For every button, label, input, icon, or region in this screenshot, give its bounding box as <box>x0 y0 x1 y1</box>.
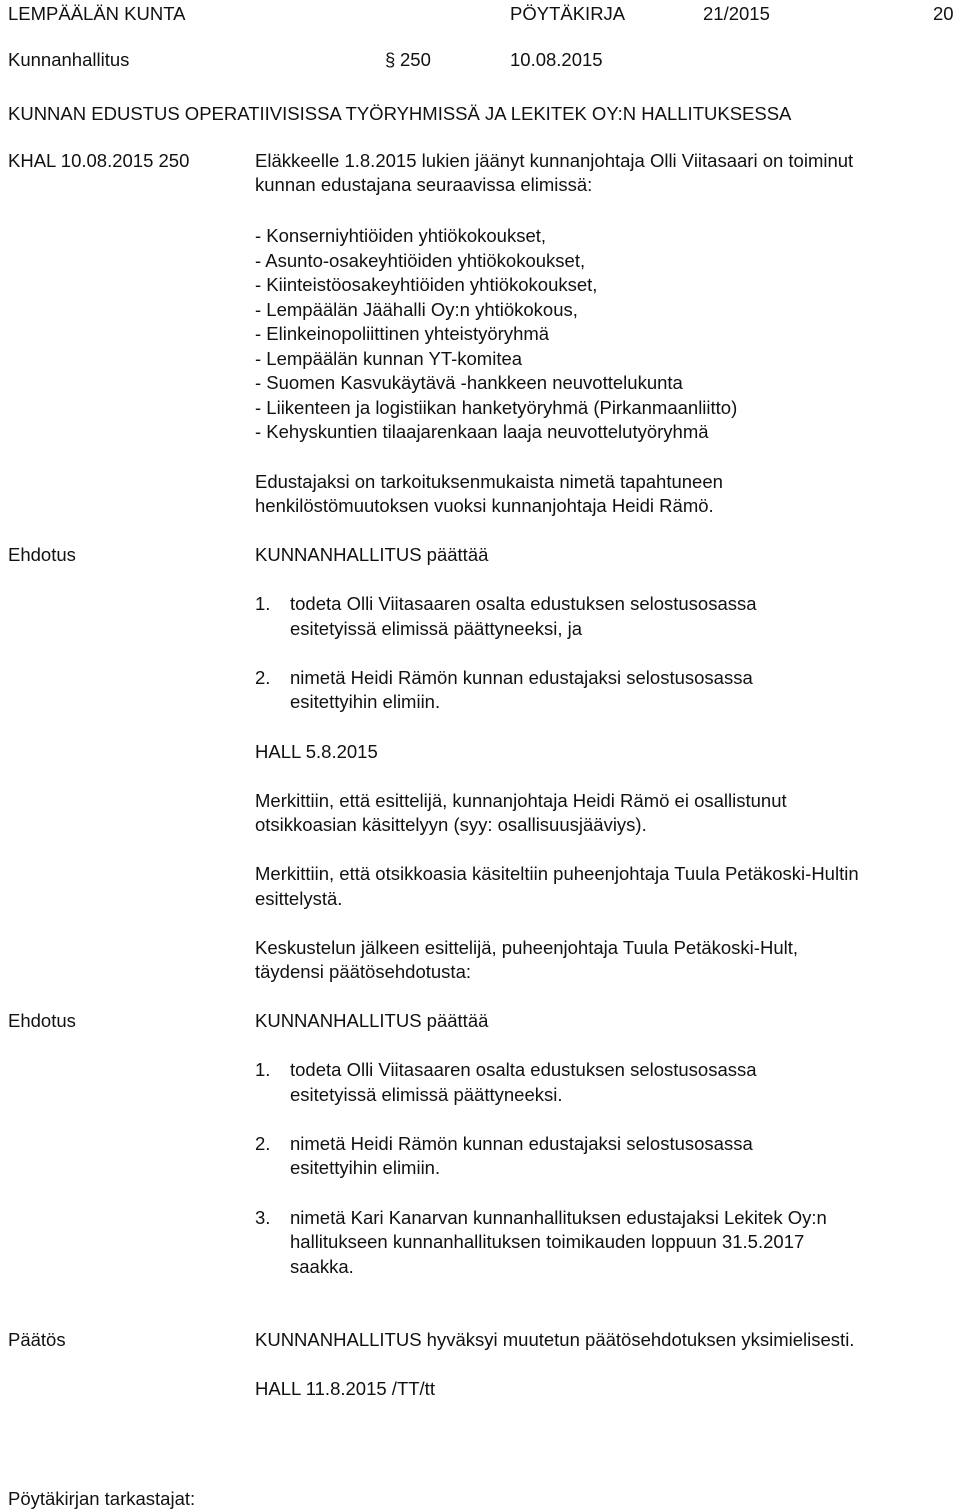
item-number: 1. <box>255 1059 271 1080</box>
note-line: täydensi päätösehdotusta: <box>255 961 471 982</box>
note-line: esittelystä. <box>255 888 343 909</box>
page-title: KUNNAN EDUSTUS OPERATIIVISISSA TYÖRYHMISSÄ JA LEKITEK OY:N HALLITUKSESSA <box>8 103 792 124</box>
document-type: PÖYTÄKIRJA <box>510 3 626 24</box>
rationale-line: Edustajaksi on tarkoituksenmukaista nimetä tapahtuneen <box>255 471 723 492</box>
item-number: 2. <box>255 1133 271 1154</box>
list-item: - Konserniyhtiöiden yhtiökokoukset, <box>255 225 547 246</box>
item-text: todeta Olli Viitasaaren osalta edustuksen selostusosassa <box>290 593 757 614</box>
decision-text: KUNNANHALLITUS hyväksyi muutetun päätösehdotuksen yksimielisesti. <box>255 1329 855 1350</box>
proposal-label: Ehdotus <box>8 1010 76 1031</box>
item-text: esitettyihin elimiin. <box>290 1157 441 1178</box>
proposal-label: Ehdotus <box>8 544 76 565</box>
meeting-reference-text: KHAL 10.08.2015 250 <box>8 150 190 171</box>
item-text: saakka. <box>290 1256 354 1277</box>
item-text: esitettyihin elimiin. <box>290 691 441 712</box>
governing-body: Kunnanhallitus <box>8 49 130 70</box>
item-text: nimetä Kari Kanarvan kunnanhallituksen edustajaksi Lekitek Oy:n <box>290 1207 827 1228</box>
list-item: - Asunto-osakeyhtiöiden yhtiökokoukset, <box>255 250 586 271</box>
document-number: 21/2015 <box>703 3 770 24</box>
list-item: - Suomen Kasvukäytävä -hankkeen neuvottelukunta <box>255 372 683 393</box>
municipality-name: LEMPÄÄLÄN KUNTA <box>8 3 186 24</box>
item-text: esitetyissä elimissä päättyneeksi. <box>290 1084 563 1105</box>
meeting-date: 10.08.2015 <box>510 49 603 70</box>
section-symbol: § <box>385 49 396 70</box>
item-number: 2. <box>255 667 271 688</box>
note-line: Merkittiin, että otsikkoasia käsiteltiin puheenjohtaja Tuula Petäkoski-Hultin <box>255 863 859 884</box>
list-item: - Lempäälän kunnan YT-komitea <box>255 348 523 369</box>
proposal-heading: KUNNANHALLITUS päättää <box>255 544 489 565</box>
hall-signature: HALL 11.8.2015 /TT/tt <box>255 1378 435 1399</box>
page-number: 20 <box>933 3 954 24</box>
item-text: nimetä Heidi Rämön kunnan edustajaksi selostusosassa <box>290 1133 753 1154</box>
item-text: todeta Olli Viitasaaren osalta edustuksen selostusosassa <box>290 1059 757 1080</box>
note-line: Keskustelun jälkeen esittelijä, puheenjohtaja Tuula Petäkoski-Hult, <box>255 937 798 958</box>
decision-label: Päätös <box>8 1329 66 1350</box>
footer-reviewers: Pöytäkirjan tarkastajat: <box>8 1488 196 1509</box>
section-number: 250 <box>400 49 431 70</box>
list-item: - Kiinteistöosakeyhtiöiden yhtiökokoukset, <box>255 274 598 295</box>
list-item: - Kehyskuntien tilaajarenkaan laaja neuvottelutyöryhmä <box>255 421 709 442</box>
note-line: Merkittiin, että esittelijä, kunnanjohtaja Heidi Rämö ei osallistunut <box>255 790 787 811</box>
hall-note: HALL 5.8.2015 <box>255 741 378 762</box>
rationale-line: henkilöstömuutoksen vuoksi kunnanjohtaja Heidi Rämö. <box>255 495 714 516</box>
intro-line: kunnan edustajana seuraavissa elimissä: <box>255 174 593 195</box>
item-text: nimetä Heidi Rämön kunnan edustajaksi selostusosassa <box>290 667 753 688</box>
intro-line: Eläkkeelle 1.8.2015 lukien jäänyt kunnanjohtaja Olli Viitasaari on toiminut <box>255 150 854 171</box>
proposal-heading: KUNNANHALLITUS päättää <box>255 1010 489 1031</box>
item-text: hallitukseen kunnanhallituksen toimikauden loppuun 31.5.2017 <box>290 1231 805 1252</box>
note-line: otsikkoasian käsittelyyn (syy: osallisuusjääviys). <box>255 814 647 835</box>
item-number: 3. <box>255 1207 271 1228</box>
list-item: - Lempäälän Jäähalli Oy:n yhtiökokous, <box>255 299 578 320</box>
item-number: 1. <box>255 593 271 614</box>
list-item: - Elinkeinopoliittinen yhteistyöryhmä <box>255 323 550 344</box>
list-item: - Liikenteen ja logistiikan hanketyöryhmä (Pirkanmaanliitto) <box>255 397 738 418</box>
item-text: esitetyissä elimissä päättyneeksi, ja <box>290 618 583 639</box>
meeting-reference <box>8 149 189 174</box>
